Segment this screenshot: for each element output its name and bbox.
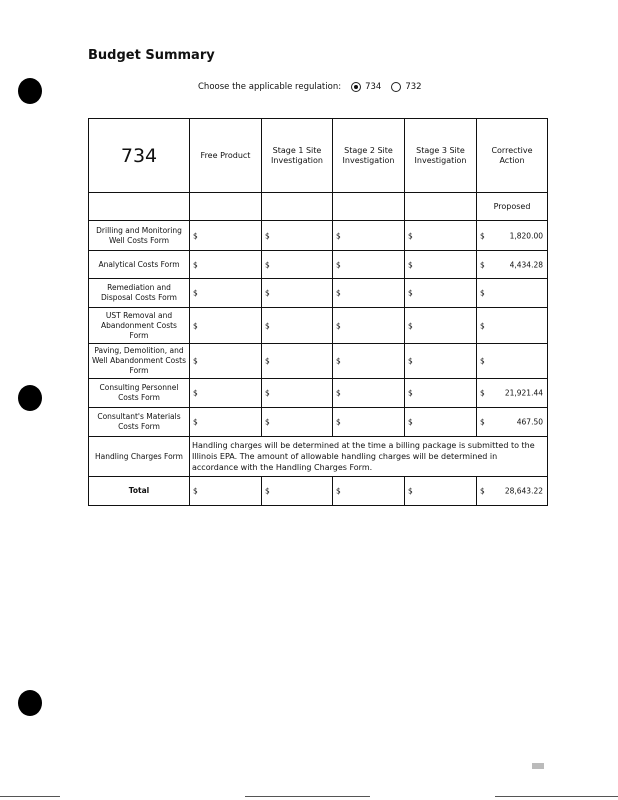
table-row bbox=[89, 379, 548, 408]
row-label: Consultant's Materials Costs Form bbox=[89, 408, 190, 437]
amount-cell[interactable] bbox=[477, 279, 548, 308]
currency-sign: $ bbox=[193, 356, 198, 366]
amount-cell[interactable] bbox=[190, 379, 262, 408]
currency-sign: $ bbox=[408, 356, 413, 366]
amount-cell[interactable] bbox=[333, 379, 405, 408]
currency-sign: $ bbox=[193, 388, 198, 398]
blank-cell bbox=[190, 193, 262, 221]
amount-cell[interactable] bbox=[477, 344, 548, 379]
amount-cell[interactable] bbox=[333, 408, 405, 437]
currency-sign: $ bbox=[480, 417, 485, 427]
currency-sign: $ bbox=[408, 231, 413, 240]
page-mark bbox=[532, 763, 544, 769]
currency-sign: $ bbox=[480, 260, 485, 269]
col-header: Corrective Action bbox=[477, 119, 548, 193]
proposed-label: Proposed bbox=[477, 193, 548, 221]
page-title: Budget Summary bbox=[88, 48, 215, 63]
currency-sign: $ bbox=[408, 388, 413, 398]
amount-cell[interactable] bbox=[477, 477, 548, 506]
currency-sign: $ bbox=[480, 288, 485, 298]
amount-value: 28,643.22 bbox=[504, 486, 543, 496]
amount-value: 4,434.28 bbox=[509, 260, 543, 269]
col-header: Stage 3 Site Investigation bbox=[405, 119, 477, 193]
amount-cell[interactable] bbox=[405, 344, 477, 379]
currency-sign: $ bbox=[193, 260, 198, 269]
row-label: Analytical Costs Form bbox=[89, 251, 190, 279]
amount-cell[interactable] bbox=[477, 408, 548, 437]
col-header: Stage 2 Site Investigation bbox=[333, 119, 405, 193]
amount-cell[interactable] bbox=[190, 408, 262, 437]
currency-sign: $ bbox=[336, 231, 341, 240]
total-row bbox=[89, 477, 548, 506]
amount-cell[interactable] bbox=[262, 477, 333, 506]
currency-sign: $ bbox=[408, 260, 413, 269]
amount-cell[interactable] bbox=[262, 279, 333, 308]
binder-hole bbox=[18, 385, 42, 411]
currency-sign: $ bbox=[265, 321, 270, 330]
amount-cell[interactable] bbox=[333, 251, 405, 279]
currency-sign: $ bbox=[336, 417, 341, 427]
row-label: Paving, Demolition, and Well Abandonment Costs Form bbox=[89, 344, 190, 379]
currency-sign: $ bbox=[408, 486, 413, 496]
currency-sign: $ bbox=[336, 356, 341, 366]
currency-sign: $ bbox=[336, 260, 341, 269]
footer-line bbox=[245, 796, 370, 797]
currency-sign: $ bbox=[408, 321, 413, 330]
currency-sign: $ bbox=[336, 288, 341, 298]
currency-sign: $ bbox=[336, 486, 341, 496]
col-header: Stage 1 Site Investigation bbox=[262, 119, 333, 193]
amount-cell[interactable] bbox=[477, 251, 548, 279]
amount-cell[interactable] bbox=[262, 344, 333, 379]
table-row bbox=[89, 344, 548, 379]
blank-cell bbox=[262, 193, 333, 221]
currency-sign: $ bbox=[193, 417, 198, 427]
currency-sign: $ bbox=[480, 231, 485, 240]
row-label: UST Removal and Abandonment Costs Form bbox=[89, 308, 190, 344]
table-row bbox=[89, 279, 548, 308]
amount-cell[interactable] bbox=[333, 308, 405, 344]
handling-note: Handling charges will be determined at the time a billing package is submitted to the Illinois EPA. The amount of allowable handling charges will be determined in accordance with the Handling Charges Form. bbox=[190, 437, 548, 477]
table-row bbox=[89, 408, 548, 437]
amount-cell[interactable] bbox=[190, 251, 262, 279]
currency-sign: $ bbox=[193, 486, 198, 496]
table-row bbox=[89, 308, 548, 344]
currency-sign: $ bbox=[265, 288, 270, 298]
binder-hole bbox=[18, 690, 42, 716]
amount-cell[interactable] bbox=[190, 308, 262, 344]
regulation-732-radio[interactable] bbox=[391, 82, 401, 92]
row-label: Consulting Personnel Costs Form bbox=[89, 379, 190, 408]
amount-cell[interactable] bbox=[405, 477, 477, 506]
currency-sign: $ bbox=[336, 388, 341, 398]
regulation-734-radio[interactable] bbox=[351, 82, 361, 92]
row-label: Drilling and Monitoring Well Costs Form bbox=[89, 221, 190, 251]
row-label: Remediation and Disposal Costs Form bbox=[89, 279, 190, 308]
header-row bbox=[89, 119, 548, 193]
currency-sign: $ bbox=[193, 231, 198, 240]
amount-value: 21,921.44 bbox=[504, 388, 543, 398]
currency-sign: $ bbox=[193, 321, 198, 330]
regulation-734-label: 734 bbox=[365, 82, 382, 92]
currency-sign: $ bbox=[265, 388, 270, 398]
amount-value: 467.50 bbox=[516, 417, 543, 427]
row-label: Handling Charges Form bbox=[89, 437, 190, 477]
amount-cell[interactable] bbox=[333, 279, 405, 308]
amount-cell[interactable] bbox=[333, 221, 405, 251]
currency-sign: $ bbox=[336, 321, 341, 330]
amount-cell[interactable] bbox=[477, 221, 548, 251]
amount-cell[interactable] bbox=[477, 379, 548, 408]
amount-cell[interactable] bbox=[262, 251, 333, 279]
amount-cell[interactable] bbox=[190, 477, 262, 506]
amount-cell[interactable] bbox=[477, 308, 548, 344]
blank-cell bbox=[89, 193, 190, 221]
amount-cell[interactable] bbox=[190, 344, 262, 379]
amount-cell[interactable] bbox=[405, 251, 477, 279]
currency-sign: $ bbox=[408, 288, 413, 298]
budget-table bbox=[88, 118, 548, 506]
currency-sign: $ bbox=[480, 486, 485, 496]
currency-sign: $ bbox=[265, 486, 270, 496]
amount-cell[interactable] bbox=[405, 221, 477, 251]
amount-cell[interactable] bbox=[405, 279, 477, 308]
currency-sign: $ bbox=[480, 388, 485, 398]
subheader-row bbox=[89, 193, 548, 221]
currency-sign: $ bbox=[193, 288, 198, 298]
amount-cell[interactable] bbox=[333, 477, 405, 506]
amount-cell[interactable] bbox=[405, 308, 477, 344]
currency-sign: $ bbox=[265, 231, 270, 240]
amount-cell[interactable] bbox=[262, 379, 333, 408]
amount-cell[interactable] bbox=[262, 408, 333, 437]
amount-cell[interactable] bbox=[262, 221, 333, 251]
amount-cell[interactable] bbox=[190, 279, 262, 308]
table-row bbox=[89, 251, 548, 279]
amount-cell[interactable] bbox=[405, 408, 477, 437]
amount-cell[interactable] bbox=[333, 344, 405, 379]
currency-sign: $ bbox=[265, 260, 270, 269]
blank-cell bbox=[333, 193, 405, 221]
blank-cell bbox=[405, 193, 477, 221]
footer-line bbox=[495, 796, 618, 797]
footer-line bbox=[0, 796, 60, 797]
handling-row bbox=[89, 437, 548, 477]
currency-sign: $ bbox=[480, 356, 485, 366]
row-label: Total bbox=[89, 477, 190, 506]
regulation-prompt: Choose the applicable regulation: bbox=[198, 82, 342, 92]
amount-value: 1,820.00 bbox=[509, 231, 543, 240]
col-header: Free Product bbox=[190, 119, 262, 193]
regulation-corner: 734 bbox=[89, 119, 190, 193]
regulation-selector bbox=[198, 82, 422, 92]
currency-sign: $ bbox=[480, 321, 485, 330]
binder-hole bbox=[18, 78, 42, 104]
amount-cell[interactable] bbox=[405, 379, 477, 408]
currency-sign: $ bbox=[265, 356, 270, 366]
currency-sign: $ bbox=[408, 417, 413, 427]
regulation-732-label: 732 bbox=[405, 82, 422, 92]
amount-cell[interactable] bbox=[190, 221, 262, 251]
currency-sign: $ bbox=[265, 417, 270, 427]
table-row bbox=[89, 221, 548, 251]
amount-cell[interactable] bbox=[262, 308, 333, 344]
